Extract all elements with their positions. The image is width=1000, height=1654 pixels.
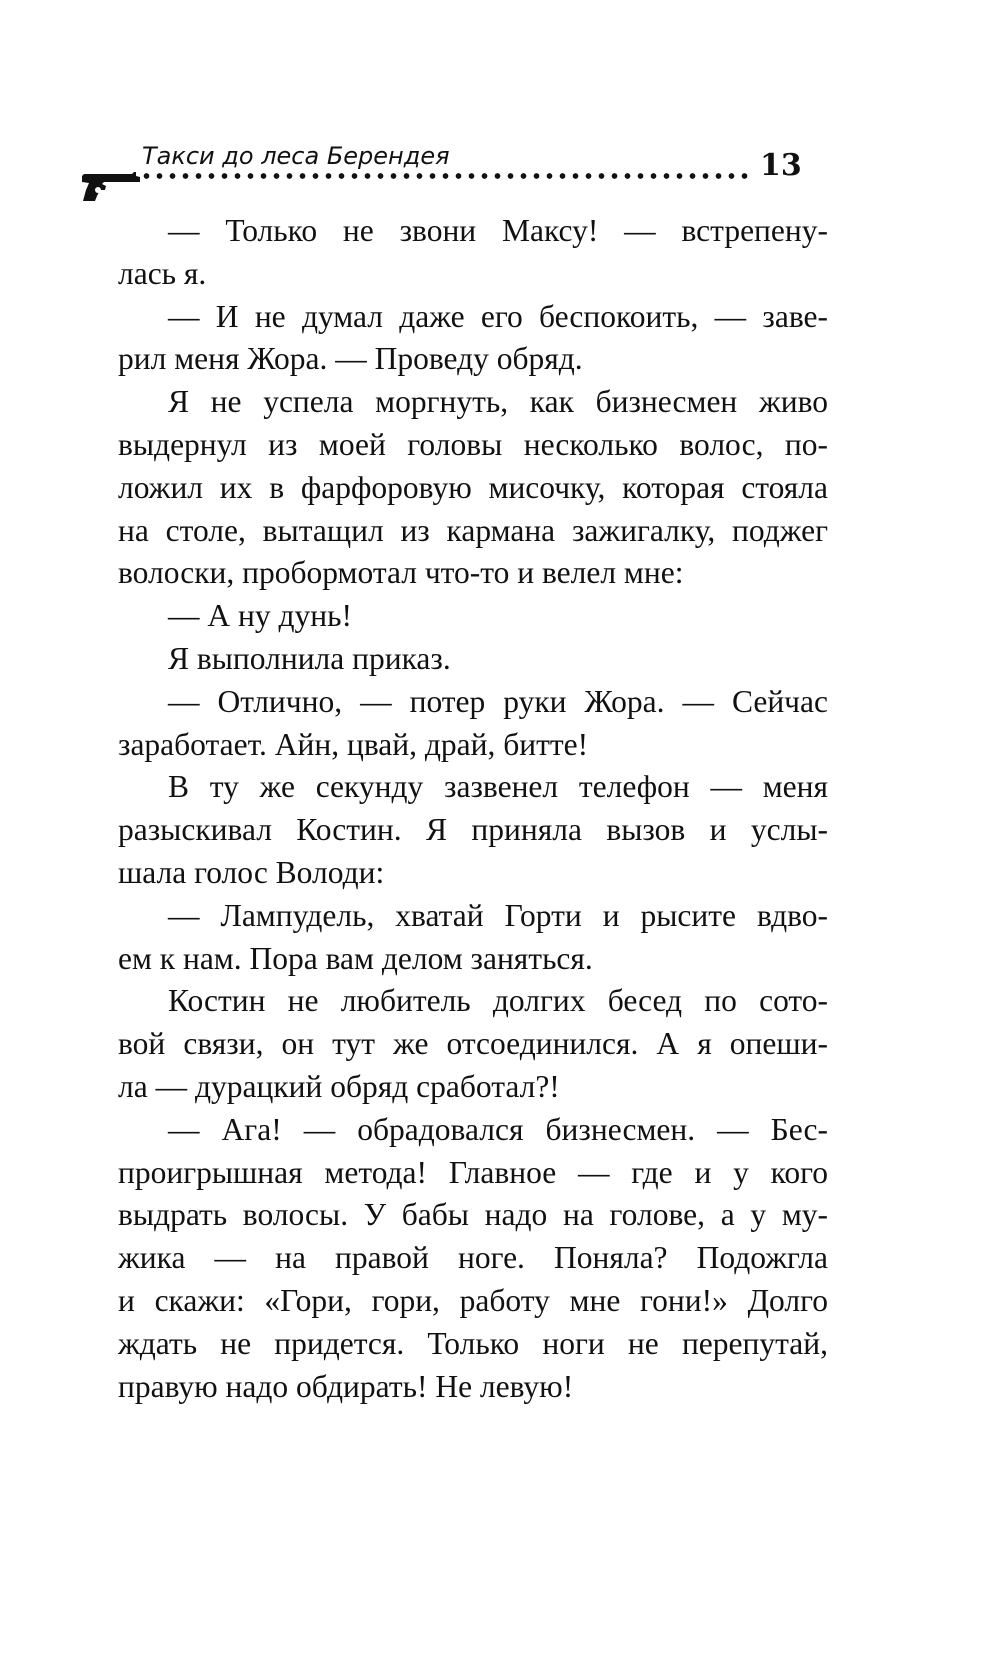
text-line: ла — дурацкий обряд сработал?!: [118, 1068, 560, 1104]
text-line: ем к нам. Пора вам делом заняться.: [118, 940, 593, 976]
text-line: — Лампудель, хватай Горти и рысите вдво-: [168, 897, 828, 933]
text-line: жика — на правой ноге. Поняла? Подожгла: [118, 1240, 828, 1276]
text-line: ждать не придется. Только ноги не перепутай,: [118, 1325, 828, 1361]
text-line: — А ну дунь!: [168, 598, 352, 634]
text-line: заработает. Айн, цвай, драй, битте!: [118, 726, 589, 762]
text-line: и скажи: «Гори, гори, работу мне гони!» Долго: [118, 1282, 828, 1318]
text-line: разыскивал Костин. Я приняла вызов и услы-: [118, 812, 828, 848]
text-line: выдрать волосы. У бабы надо на голове, а у му-: [118, 1197, 828, 1233]
text-line: шала голос Володи:: [118, 854, 385, 890]
text-line: волоски, пробормотал что-то и велел мне:: [118, 555, 684, 591]
page-number: 13: [760, 148, 802, 183]
dotted-leader: [140, 172, 750, 180]
running-title: Такси до леса Берендея: [142, 142, 450, 170]
page-header: [80, 130, 820, 210]
text-line: — И не думал даже его беспокоить, — заве-: [168, 298, 828, 334]
text-line: проигрышная метода! Главное — где и у кого: [118, 1154, 828, 1190]
text-line: рил меня Жора. — Проведу обряд.: [118, 341, 583, 377]
text-line: правую надо обдирать! Не левую!: [118, 1368, 574, 1404]
text-line: В ту же секунду зазвенел телефон — меня: [168, 769, 828, 805]
text-line: вой связи, он тут же отсоединился. А я опеши-: [118, 1026, 828, 1062]
text-line: — Отлично, — потер руки Жора. — Сейчас: [168, 683, 828, 719]
body-text: [118, 210, 828, 1408]
text-line: ложил их в фарфоровую мисочку, которая стояла: [118, 469, 828, 505]
text-line: на столе, вытащил из кармана зажигалку, поджег: [118, 512, 828, 548]
revolver-icon: [80, 168, 142, 202]
text-line: лась я.: [118, 255, 207, 291]
text-line: выдернул из моей головы несколько волос, по-: [118, 426, 828, 462]
text-line: Я выполнила приказ.: [168, 640, 451, 676]
text-line: — Только не звони Максу! — встрепену-: [168, 213, 828, 248]
text-line: Костин не любитель долгих бесед по сото-: [168, 983, 828, 1019]
text-line: — Ага! — обрадовался бизнесмен. — Бес-: [168, 1111, 828, 1147]
text-line: Я не успела моргнуть, как бизнесмен живо: [168, 384, 828, 420]
